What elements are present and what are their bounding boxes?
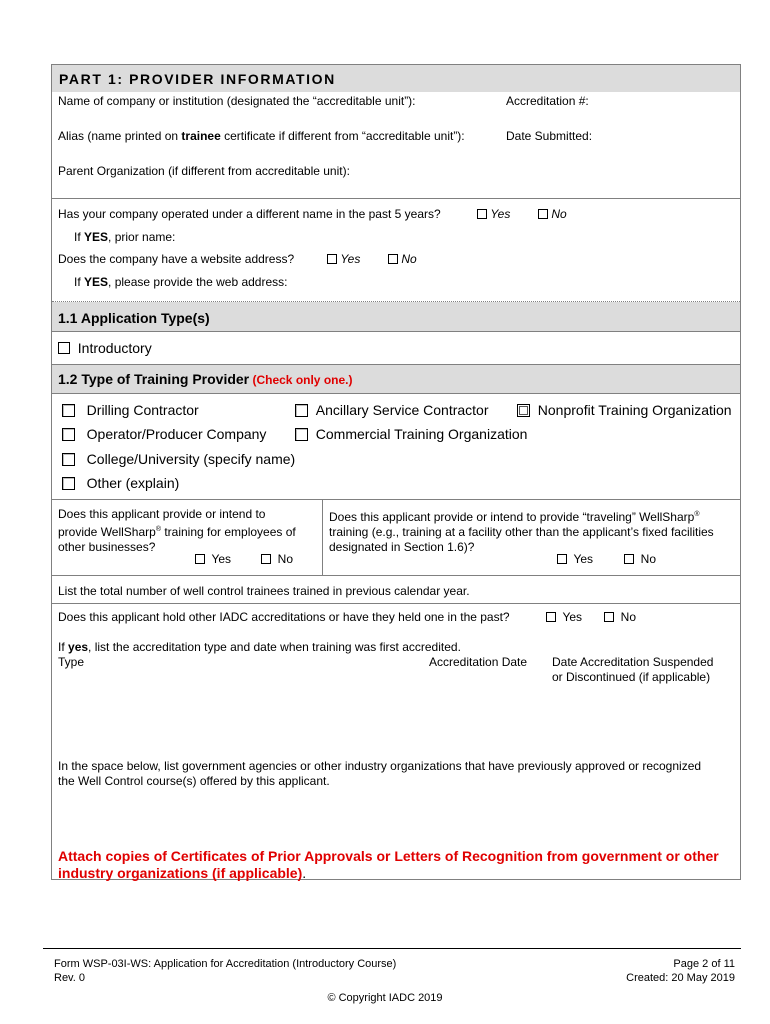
divider <box>52 198 740 199</box>
checkbox-icon[interactable] <box>62 453 75 466</box>
checkbox-icon[interactable] <box>295 428 308 441</box>
trainees-count-field[interactable]: List the total number of well control trainees trained in previous calendar year. <box>58 584 470 598</box>
footer-copyright: © Copyright IADC 2019 <box>327 992 443 1004</box>
wellsharp-traveling-yes-option[interactable]: Yes <box>557 552 593 566</box>
other-option[interactable]: Other (explain) <box>62 475 179 491</box>
date-submitted-field[interactable]: Date Submitted: <box>506 129 593 143</box>
column-header-date-suspended: Date Accreditation Suspended or Discontinued (if applicable) <box>552 655 714 684</box>
wellsharp-employees-no-option[interactable]: No <box>261 552 293 566</box>
website-question: Does the company have a website address? <box>58 252 295 266</box>
alias-field[interactable]: Alias (name printed on trainee certificate if different from “accreditable unit”): <box>58 129 465 143</box>
footer-page-number: Page 2 of 11 <box>673 958 735 970</box>
nonprofit-option[interactable]: Nonprofit Training Organization <box>517 402 732 418</box>
parent-organization-field[interactable]: Parent Organization (if different from accreditable unit): <box>58 164 350 178</box>
checkbox-icon[interactable] <box>62 428 75 441</box>
different-name-no-option[interactable]: No <box>538 207 567 221</box>
other-accreditations-no-option[interactable]: No <box>604 610 636 624</box>
checkbox-icon[interactable] <box>604 612 614 622</box>
prior-name-field[interactable]: If YES, prior name: <box>74 230 176 244</box>
other-accreditations-yes-option[interactable]: Yes <box>546 610 582 624</box>
checkbox-icon[interactable] <box>58 342 70 354</box>
operator-producer-option[interactable]: Operator/Producer Company <box>62 426 266 442</box>
checkbox-icon[interactable] <box>538 209 548 219</box>
web-address-field[interactable]: If YES, please provide the web address: <box>74 275 288 289</box>
checkbox-icon[interactable] <box>195 554 205 564</box>
part1-title: PART 1: PROVIDER INFORMATION <box>59 71 336 87</box>
checkbox-icon[interactable] <box>62 477 75 490</box>
divider <box>52 393 740 394</box>
wellsharp-employees-question: Does this applicant provide or intend to provide WellSharp® training for employees of other businesses? <box>58 507 296 554</box>
footer-revision: Rev. 0 <box>54 972 85 984</box>
drilling-contractor-option[interactable]: Drilling Contractor <box>62 402 199 418</box>
checkbox-icon[interactable] <box>295 404 308 417</box>
checkbox-icon[interactable] <box>557 554 567 564</box>
checkbox-icon[interactable] <box>477 209 487 219</box>
different-name-yes-option[interactable]: Yes <box>477 207 510 221</box>
checkbox-icon[interactable] <box>388 254 398 264</box>
company-name-field[interactable]: Name of company or institution (designated the “accreditable unit”): <box>58 94 416 108</box>
divider <box>52 603 740 604</box>
college-university-option[interactable]: College/University (specify name) <box>62 451 295 467</box>
checkbox-icon[interactable] <box>261 554 271 564</box>
divider <box>52 575 740 576</box>
wellsharp-traveling-no-option[interactable]: No <box>624 552 656 566</box>
checkbox-icon[interactable] <box>62 404 75 417</box>
other-accreditations-question: Does this applicant hold other IADC accreditations or have they held one in the past? <box>58 610 510 624</box>
column-header-accreditation-date: Accreditation Date <box>429 655 528 669</box>
checkbox-icon[interactable] <box>624 554 634 564</box>
divider <box>52 499 740 500</box>
divider <box>52 331 740 332</box>
ancillary-service-option[interactable]: Ancillary Service Contractor <box>295 402 489 418</box>
wellsharp-employees-yes-option[interactable]: Yes <box>195 552 231 566</box>
website-no-option[interactable]: No <box>388 252 417 266</box>
website-yes-option[interactable]: Yes <box>327 252 360 266</box>
footer-created-date: Created: 20 May 2019 <box>626 972 735 984</box>
attach-certificates-notice: Attach copies of Certificates of Prior Approvals or Letters of Recognition from government or other industry organizations (if applicable). <box>58 848 719 881</box>
different-name-question: Has your company operated under a different name in the past 5 years? <box>58 207 441 221</box>
introductory-option[interactable]: Introductory <box>58 340 152 356</box>
footer-form-name: Form WSP-03I-WS: Application for Accreditation (Introductory Course) <box>54 958 397 970</box>
wellsharp-traveling-question: Does this applicant provide or intend to provide “traveling” WellSharp® training (e.g., training at a facility other than the applicant’s fixed facilities designated in Section 1.6)? <box>329 510 714 554</box>
agencies-instructions: In the space below, list government agencies or other industry organizations that have previously approved or recognized the Well Control course(s) offered by this applicant. <box>58 759 702 788</box>
application-type-heading: 1.1 Application Type(s) <box>58 310 210 326</box>
provider-information-form <box>51 64 741 880</box>
checkbox-icon[interactable] <box>546 612 556 622</box>
checkbox-icon[interactable] <box>327 254 337 264</box>
commercial-training-option[interactable]: Commercial Training Organization <box>295 426 527 442</box>
accreditation-number-field[interactable]: Accreditation #: <box>506 94 589 108</box>
provider-type-heading: 1.2 Type of Training Provider (Check only one.) <box>58 371 353 387</box>
footer-rule <box>43 948 741 949</box>
accreditations-instructions: If yes, list the accreditation type and date when training was first accredited. <box>58 640 461 654</box>
checkbox-icon[interactable] <box>517 404 530 417</box>
column-header-type: Type <box>58 655 85 669</box>
column-divider <box>322 499 323 575</box>
